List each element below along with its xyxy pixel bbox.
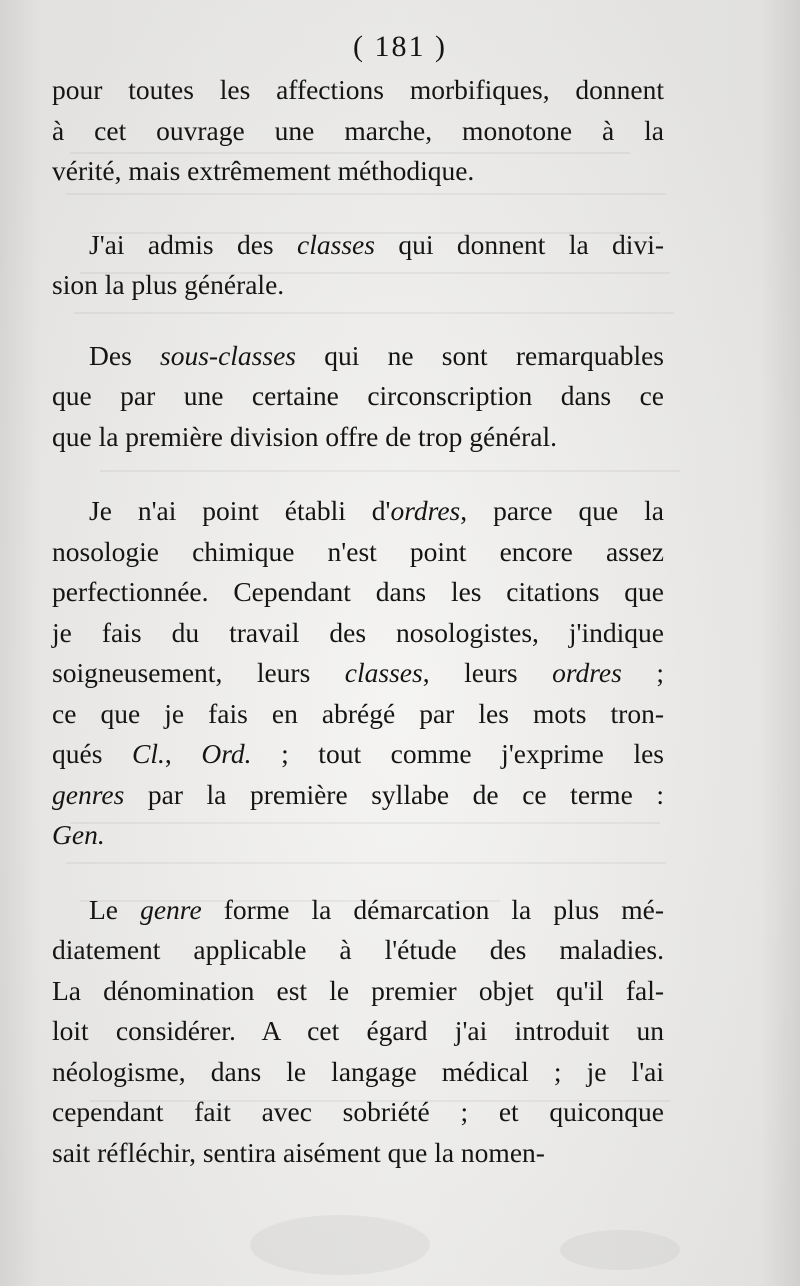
text-line: Je n'ai point établi d'ordres, parce que la <box>89 495 664 526</box>
paragraph-spacer <box>52 457 664 491</box>
text-line: Des sous-classes qui ne sont remarquables <box>89 339 664 371</box>
italic-term: sous-classes <box>160 339 296 371</box>
paragraph <box>52 225 664 306</box>
italic-term: genres <box>52 778 125 810</box>
text-line: loit considérer. A cet égard j'ai introduit un <box>52 1015 664 1046</box>
paragraph <box>52 336 664 458</box>
italic-term: ordres <box>552 657 622 688</box>
page-stain <box>560 1230 680 1270</box>
text-line: à cet ouvrage une marche, monotone à la <box>52 114 664 146</box>
italic-term: genre <box>140 893 202 925</box>
italic-term: Gen. <box>52 819 105 850</box>
paragraph <box>52 890 664 1174</box>
text-line: Le genre forme la démarcation la plus mé- <box>89 893 664 925</box>
text-line: nosologie chimique n'est point encore assez <box>52 535 664 567</box>
italic-term: ordres <box>390 495 461 526</box>
body-text <box>52 70 664 1173</box>
text-line: cependant fait avec sobriété ; et quiconque <box>52 1096 664 1127</box>
text-line: perfectionnée. Cependant dans les citations que <box>52 576 664 607</box>
paragraph <box>52 491 664 856</box>
text-line: que par une certaine circonscription dans ce <box>52 380 664 411</box>
text-line: sion la plus générale. <box>52 269 285 300</box>
page-stain <box>250 1215 430 1275</box>
text-line: La dénomination est le premier objet qu'il fal- <box>52 974 664 1006</box>
italic-term: Cl. <box>132 738 165 769</box>
text-line: sait réfléchir, sentira aisément que la nomen- <box>52 1136 545 1168</box>
text-line: vérité, mais extrêmement méthodique. <box>52 155 475 186</box>
text-line: ce que je fais en abrégé par les mots tron- <box>52 697 664 729</box>
paragraph <box>52 70 664 192</box>
paragraph-spacer <box>52 192 664 225</box>
text-line: J'ai admis des classes qui donnent la divi- <box>89 228 664 260</box>
text-line: qués Cl., Ord. ; tout comme j'exprime les <box>52 738 665 769</box>
paragraph-spacer <box>52 856 664 890</box>
italic-term: classes <box>344 657 423 688</box>
text-line: que la première division offre de trop général. <box>52 420 557 452</box>
text-line: diatement applicable à l'étude des maladies. <box>52 934 664 965</box>
text-line: soigneusement, leurs classes, leurs ordres ; <box>52 657 664 688</box>
paragraph-spacer <box>52 306 664 336</box>
text-line: je fais du travail des nosologistes, j'indique <box>52 616 664 648</box>
text-line: pour toutes les affections morbifiques, donnent <box>52 74 664 105</box>
page-number: ( 181 ) <box>353 30 447 63</box>
text-line <box>52 815 664 856</box>
italic-term: classes <box>297 228 375 260</box>
text-line: néologisme, dans le langage médical ; je l'ai <box>52 1055 664 1087</box>
italic-term: Ord. <box>201 738 252 769</box>
text-line: genres par la première syllabe de ce terme : <box>52 778 664 810</box>
